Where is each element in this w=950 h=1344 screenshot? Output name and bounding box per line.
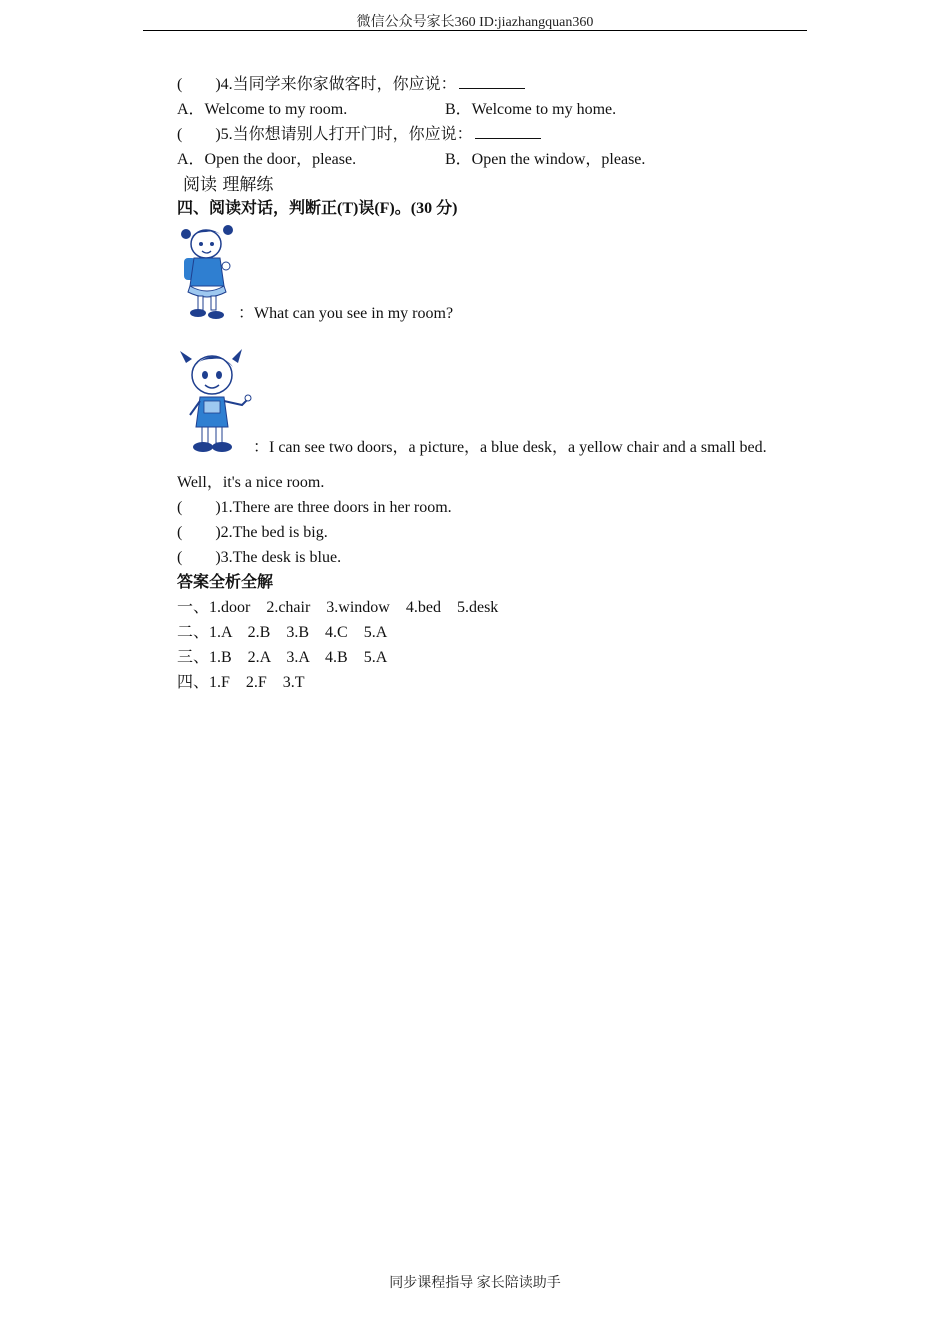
statement-text: )1.There are three doors in her room. (215, 499, 452, 516)
q4-option-b: B．Welcome to my home. (445, 101, 617, 118)
answer-paren: ( (177, 76, 183, 93)
answer-blank (475, 124, 541, 139)
dialogue-closing: Well，it's a nice room. (177, 474, 325, 491)
page-footer: 同步课程指导 家长陪读助手 (389, 1276, 561, 1291)
statement-2 (177, 523, 328, 543)
statement-text: )3.The desk is blue. (215, 549, 342, 566)
answers-title: 答案全析全解 (177, 574, 274, 591)
dialogue-line-2: ：I can see two doors，a picture，a blue desk，a yellow chair and a small bed. (253, 439, 767, 456)
answer-paren: ( (177, 126, 183, 143)
question-4 (177, 74, 525, 95)
answer-line: 四、1.F 2.F 3.T (177, 674, 305, 691)
answer-line: 二、1.A 2.B 3.B 4.C 5.A (177, 624, 388, 641)
girl-pointing-figure (176, 345, 254, 455)
q5-option-b: B．Open the window，please. (445, 151, 646, 168)
answer-paren: ( (177, 499, 183, 516)
page-header: 微信公众号家长360 ID:jiazhangquan360 (356, 15, 594, 30)
answer-line: 三、1.B 2.A 3.A 4.B 5.A (177, 649, 388, 666)
answer-paren: ( (177, 549, 183, 566)
girl-with-backpack-figure (176, 222, 238, 320)
answer-paren: ( (177, 524, 183, 541)
question-5 (177, 124, 541, 145)
q5-option-a: A．Open the door，please. (177, 151, 357, 168)
section-label: 阅读 理解练 (183, 175, 274, 195)
question-stem: )5.当你想请别人打开门时，你应说： (215, 126, 473, 143)
section-instruction: 四、阅读对话，判断正(T)误(F)。(30 分) (177, 200, 458, 217)
statement-text: )2.The bed is big. (215, 524, 328, 541)
answer-line: 一、1.door 2.chair 3.window 4.bed 5.desk (177, 599, 499, 616)
question-stem: )4.当同学来你家做客时，你应说： (215, 76, 457, 93)
dialogue-line-1: ：What can you see in my room? (238, 305, 454, 322)
answer-blank (459, 74, 525, 89)
statement-3 (177, 548, 341, 568)
q4-option-a: A．Welcome to my room. (177, 101, 348, 118)
statement-1 (177, 498, 452, 518)
header-rule (143, 30, 807, 31)
